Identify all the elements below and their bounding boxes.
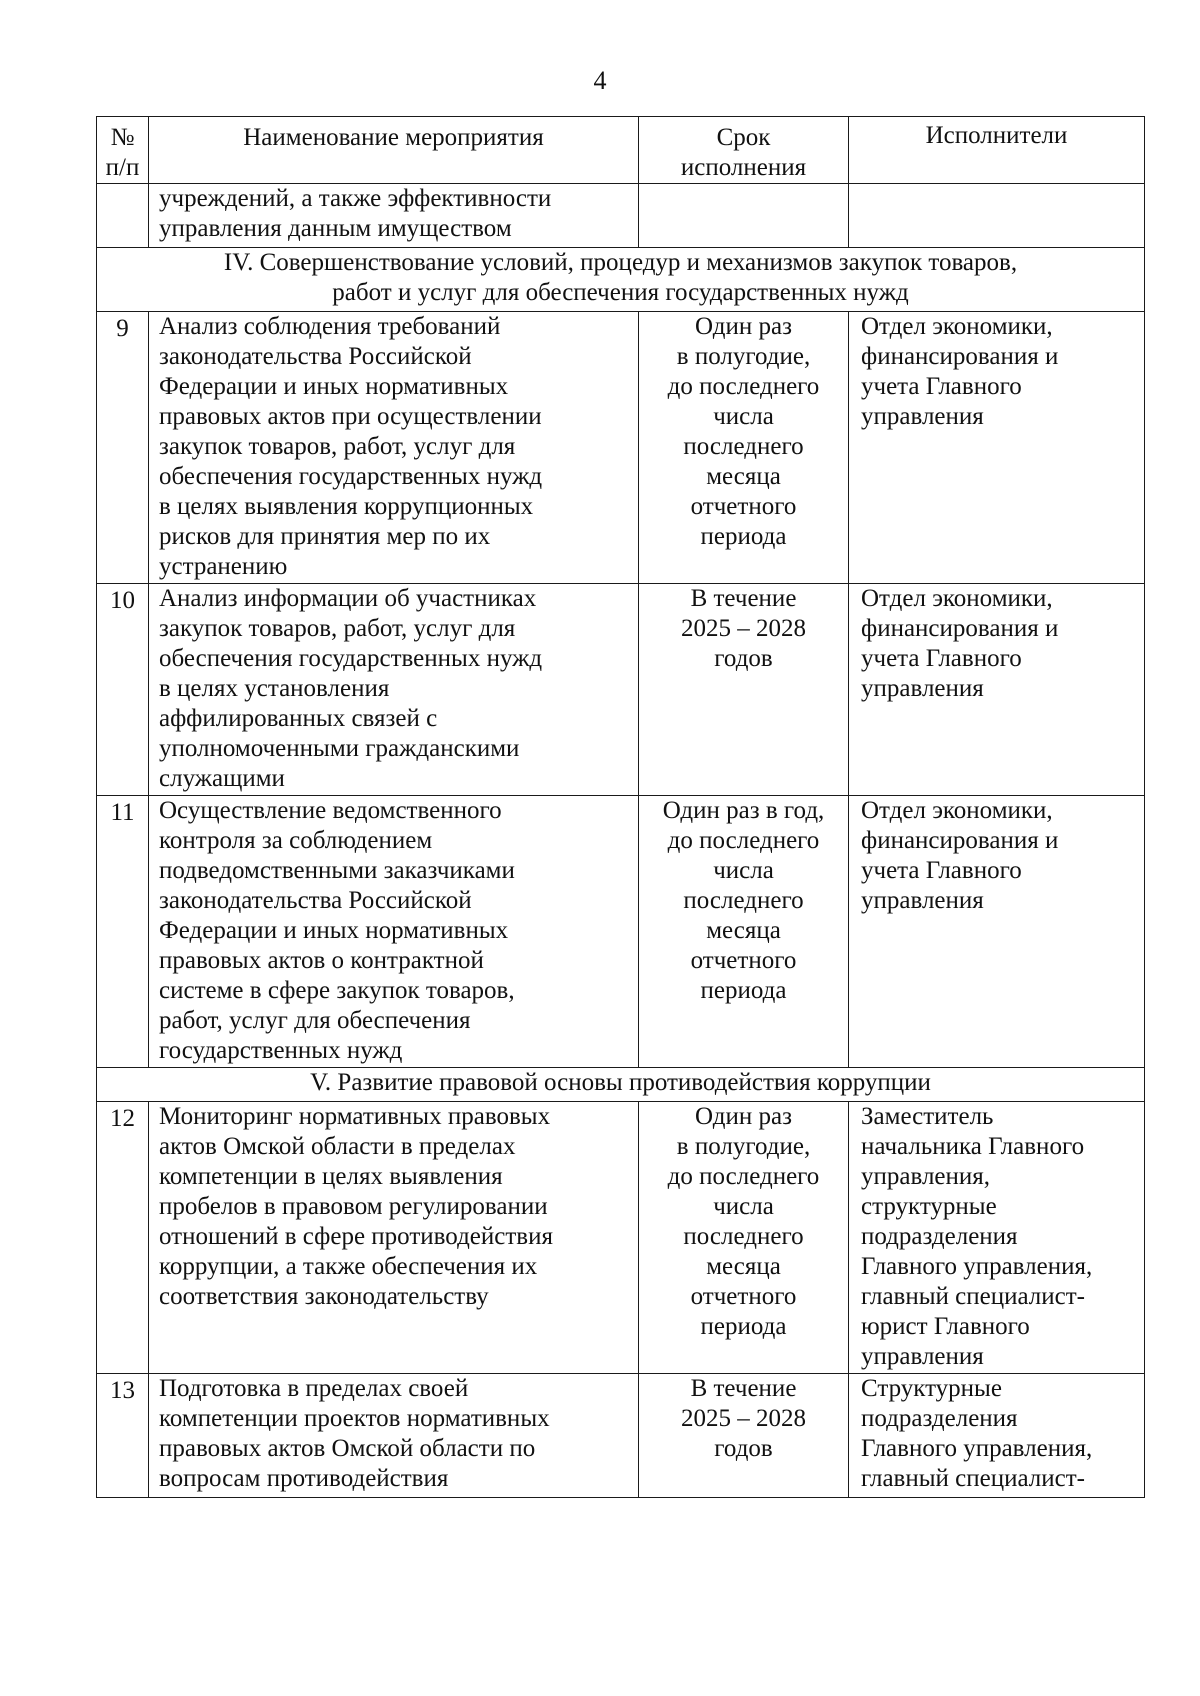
cell-term: Один раз в полугодие, до последнего числа последнего месяца отчетного периода	[639, 312, 849, 584]
table-row	[97, 1374, 1145, 1498]
table-row	[97, 312, 1145, 584]
cell-num: 13	[97, 1374, 149, 1498]
table-row-continuation	[97, 184, 1145, 248]
cell-name: учреждений, а также эффективности управления данным имуществом	[149, 184, 639, 248]
cell-executors: Отдел экономики, финансирования и учета Главного управления	[849, 312, 1145, 584]
cell-name: Осуществление ведомственного контроля за соблюдением подведомственными заказчиками законодательства Российской Федерации и иных нормативных правовых актов о контрактной системе в сфере закупок товаров, работ, услуг для обеспечения государственных нужд	[149, 796, 639, 1068]
table-row	[97, 796, 1145, 1068]
header-num: № п/п	[97, 117, 149, 184]
cell-executors: Отдел экономики, финансирования и учета Главного управления	[849, 584, 1145, 796]
cell-executors	[849, 184, 1145, 248]
cell-term: В течение 2025 – 2028 годов	[639, 584, 849, 796]
page-number: 4	[593, 66, 607, 95]
cell-num: 11	[97, 796, 149, 1068]
cell-term: Один раз в полугодие, до последнего числа последнего месяца отчетного периода	[639, 1102, 849, 1374]
section-heading-v	[97, 1068, 1145, 1102]
cell-num: 9	[97, 312, 149, 584]
cell-executors: Заместитель начальника Главного управления, структурные подразделения Главного управления, главный специалист- юрист Главного управления	[849, 1102, 1145, 1374]
cell-executors: Отдел экономики, финансирования и учета Главного управления	[849, 796, 1145, 1068]
table-header-row	[97, 117, 1145, 184]
header-name: Наименование мероприятия	[149, 117, 639, 184]
cell-name: Подготовка в пределах своей компетенции проектов нормативных правовых актов Омской области по вопросам противодействия	[149, 1374, 639, 1498]
cell-name: Анализ соблюдения требований законодательства Российской Федерации и иных нормативных правовых актов при осуществлении закупок товаров, работ, услуг для обеспечения государственных нужд в целях выявления коррупционных рисков для принятия мер по их устранению	[149, 312, 639, 584]
cell-name: Анализ информации об участниках закупок товаров, работ, услуг для обеспечения государственных нужд в целях установления аффилированных связей с уполномоченными гражданскими служащими	[149, 584, 639, 796]
header-term: Срок исполнения	[639, 117, 849, 184]
cell-name: Мониторинг нормативных правовых актов Омской области в пределах компетенции в целях выявления пробелов в правовом регулировании отношений в сфере противодействия коррупции, а также обеспечения их соответствия законодательству	[149, 1102, 639, 1374]
table-row	[97, 1102, 1145, 1374]
table-row	[97, 584, 1145, 796]
cell-num	[97, 184, 149, 248]
cell-term: В течение 2025 – 2028 годов	[639, 1374, 849, 1498]
cell-num: 12	[97, 1102, 149, 1374]
measures-table	[96, 116, 1145, 1498]
section-title: IV. Совершенствование условий, процедур и механизмов закупок товаров, работ и услуг для обеспечения государственных нужд	[97, 248, 1145, 312]
cell-executors: Структурные подразделения Главного управления, главный специалист-	[849, 1374, 1145, 1498]
cell-term: Один раз в год, до последнего числа последнего месяца отчетного периода	[639, 796, 849, 1068]
cell-term	[639, 184, 849, 248]
header-executors: Исполнители	[849, 117, 1145, 184]
section-heading-iv	[97, 248, 1145, 312]
section-title: V. Развитие правовой основы противодействия коррупции	[97, 1068, 1145, 1102]
cell-num: 10	[97, 584, 149, 796]
